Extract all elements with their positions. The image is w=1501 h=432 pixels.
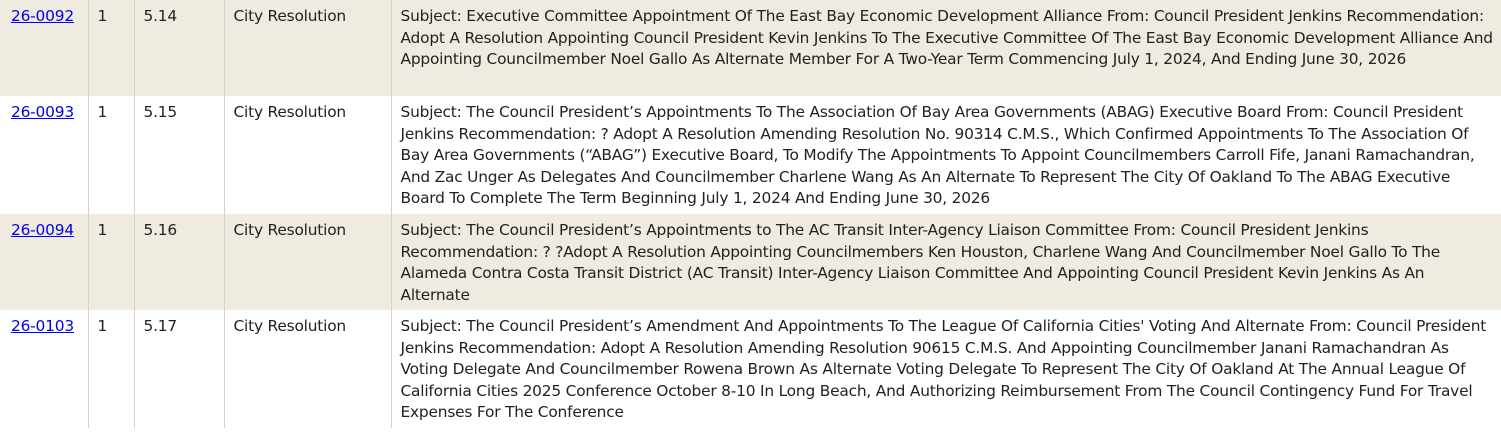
agenda-number-cell: 5.16 [134,214,224,310]
version-cell: 1 [88,96,134,214]
file-number-link[interactable]: 26-0092 [11,7,74,25]
version-cell: 1 [88,214,134,310]
agenda-number-cell: 5.15 [134,96,224,214]
table-row [0,310,1501,428]
table-row [0,96,1501,214]
file-number-link[interactable]: 26-0103 [11,317,74,335]
title-cell: Subject: The Council President’s Appointments to The AC Transit Inter-Agency Liaison Committee From: Council President Jenkins Recommendation: ? ?Adopt A Resolution Appointing Councilmembers Ken Houston, Charlene Wang And Councilmember Noel Gallo To The Alameda Contra Costa Transit District (AC Transit) Inter-Agency Liaison Committee And Appointing Council President Kevin Jenkins As An Alternate [391,214,1501,310]
file-number-cell [0,214,88,310]
file-number-cell [0,96,88,214]
version-cell: 1 [88,0,134,96]
file-number-cell [0,0,88,96]
table-row [0,214,1501,310]
agenda-number-cell: 5.14 [134,0,224,96]
title-cell: Subject: Executive Committee Appointment Of The East Bay Economic Development Alliance From: Council President Jenkins Recommendation: Adopt A Resolution Appointing Council President Kevin Jenkins To The Executive Committee Of The East Bay Economic Development Alliance And Appointing Councilmember Noel Gallo As Alternate Member For A Two-Year Term Commencing July 1, 2024, And Ending June 30, 2026 [391,0,1501,96]
title-cell: Subject: The Council President’s Appointments To The Association Of Bay Area Governments (ABAG) Executive Board From: Council President Jenkins Recommendation: ? Adopt A Resolution Amending Resolution No. 90314 C.M.S., Which Confirmed Appointments To The Association Of Bay Area Governments (“ABAG”) Executive Board, To Modify The Appointments To Appoint Councilmembers Carroll Fife, Janani Ramachandran, And Zac Unger As Delegates And Councilmember Charlene Wang As An Alternate To Represent The City Of Oakland To The ABAG Executive Board To Complete The Term Beginning July 1, 2024 And Ending June 30, 2026 [391,96,1501,214]
version-cell: 1 [88,310,134,428]
file-number-link[interactable]: 26-0093 [11,103,74,121]
file-number-link[interactable]: 26-0094 [11,221,74,239]
type-cell: City Resolution [224,0,391,96]
type-cell: City Resolution [224,214,391,310]
type-cell: City Resolution [224,310,391,428]
table-row [0,0,1501,96]
type-cell: City Resolution [224,96,391,214]
agenda-number-cell: 5.17 [134,310,224,428]
title-cell: Subject: The Council President’s Amendment And Appointments To The League Of California Cities' Voting And Alternate From: Council President Jenkins Recommendation: Adopt A Resolution Amending Resolution 90615 C.M.S. And Appointing Councilmember Janani Ramachandran As Voting Delegate And Councilmember Rowena Brown As Alternate Voting Delegate To Represent The City Of Oakland At The Annual League Of California Cities 2025 Conference October 8-10 In Long Beach, And Authorizing Reimbursement From The Council Contingency Fund For Travel Expenses For The Conference [391,310,1501,428]
file-number-cell [0,310,88,428]
